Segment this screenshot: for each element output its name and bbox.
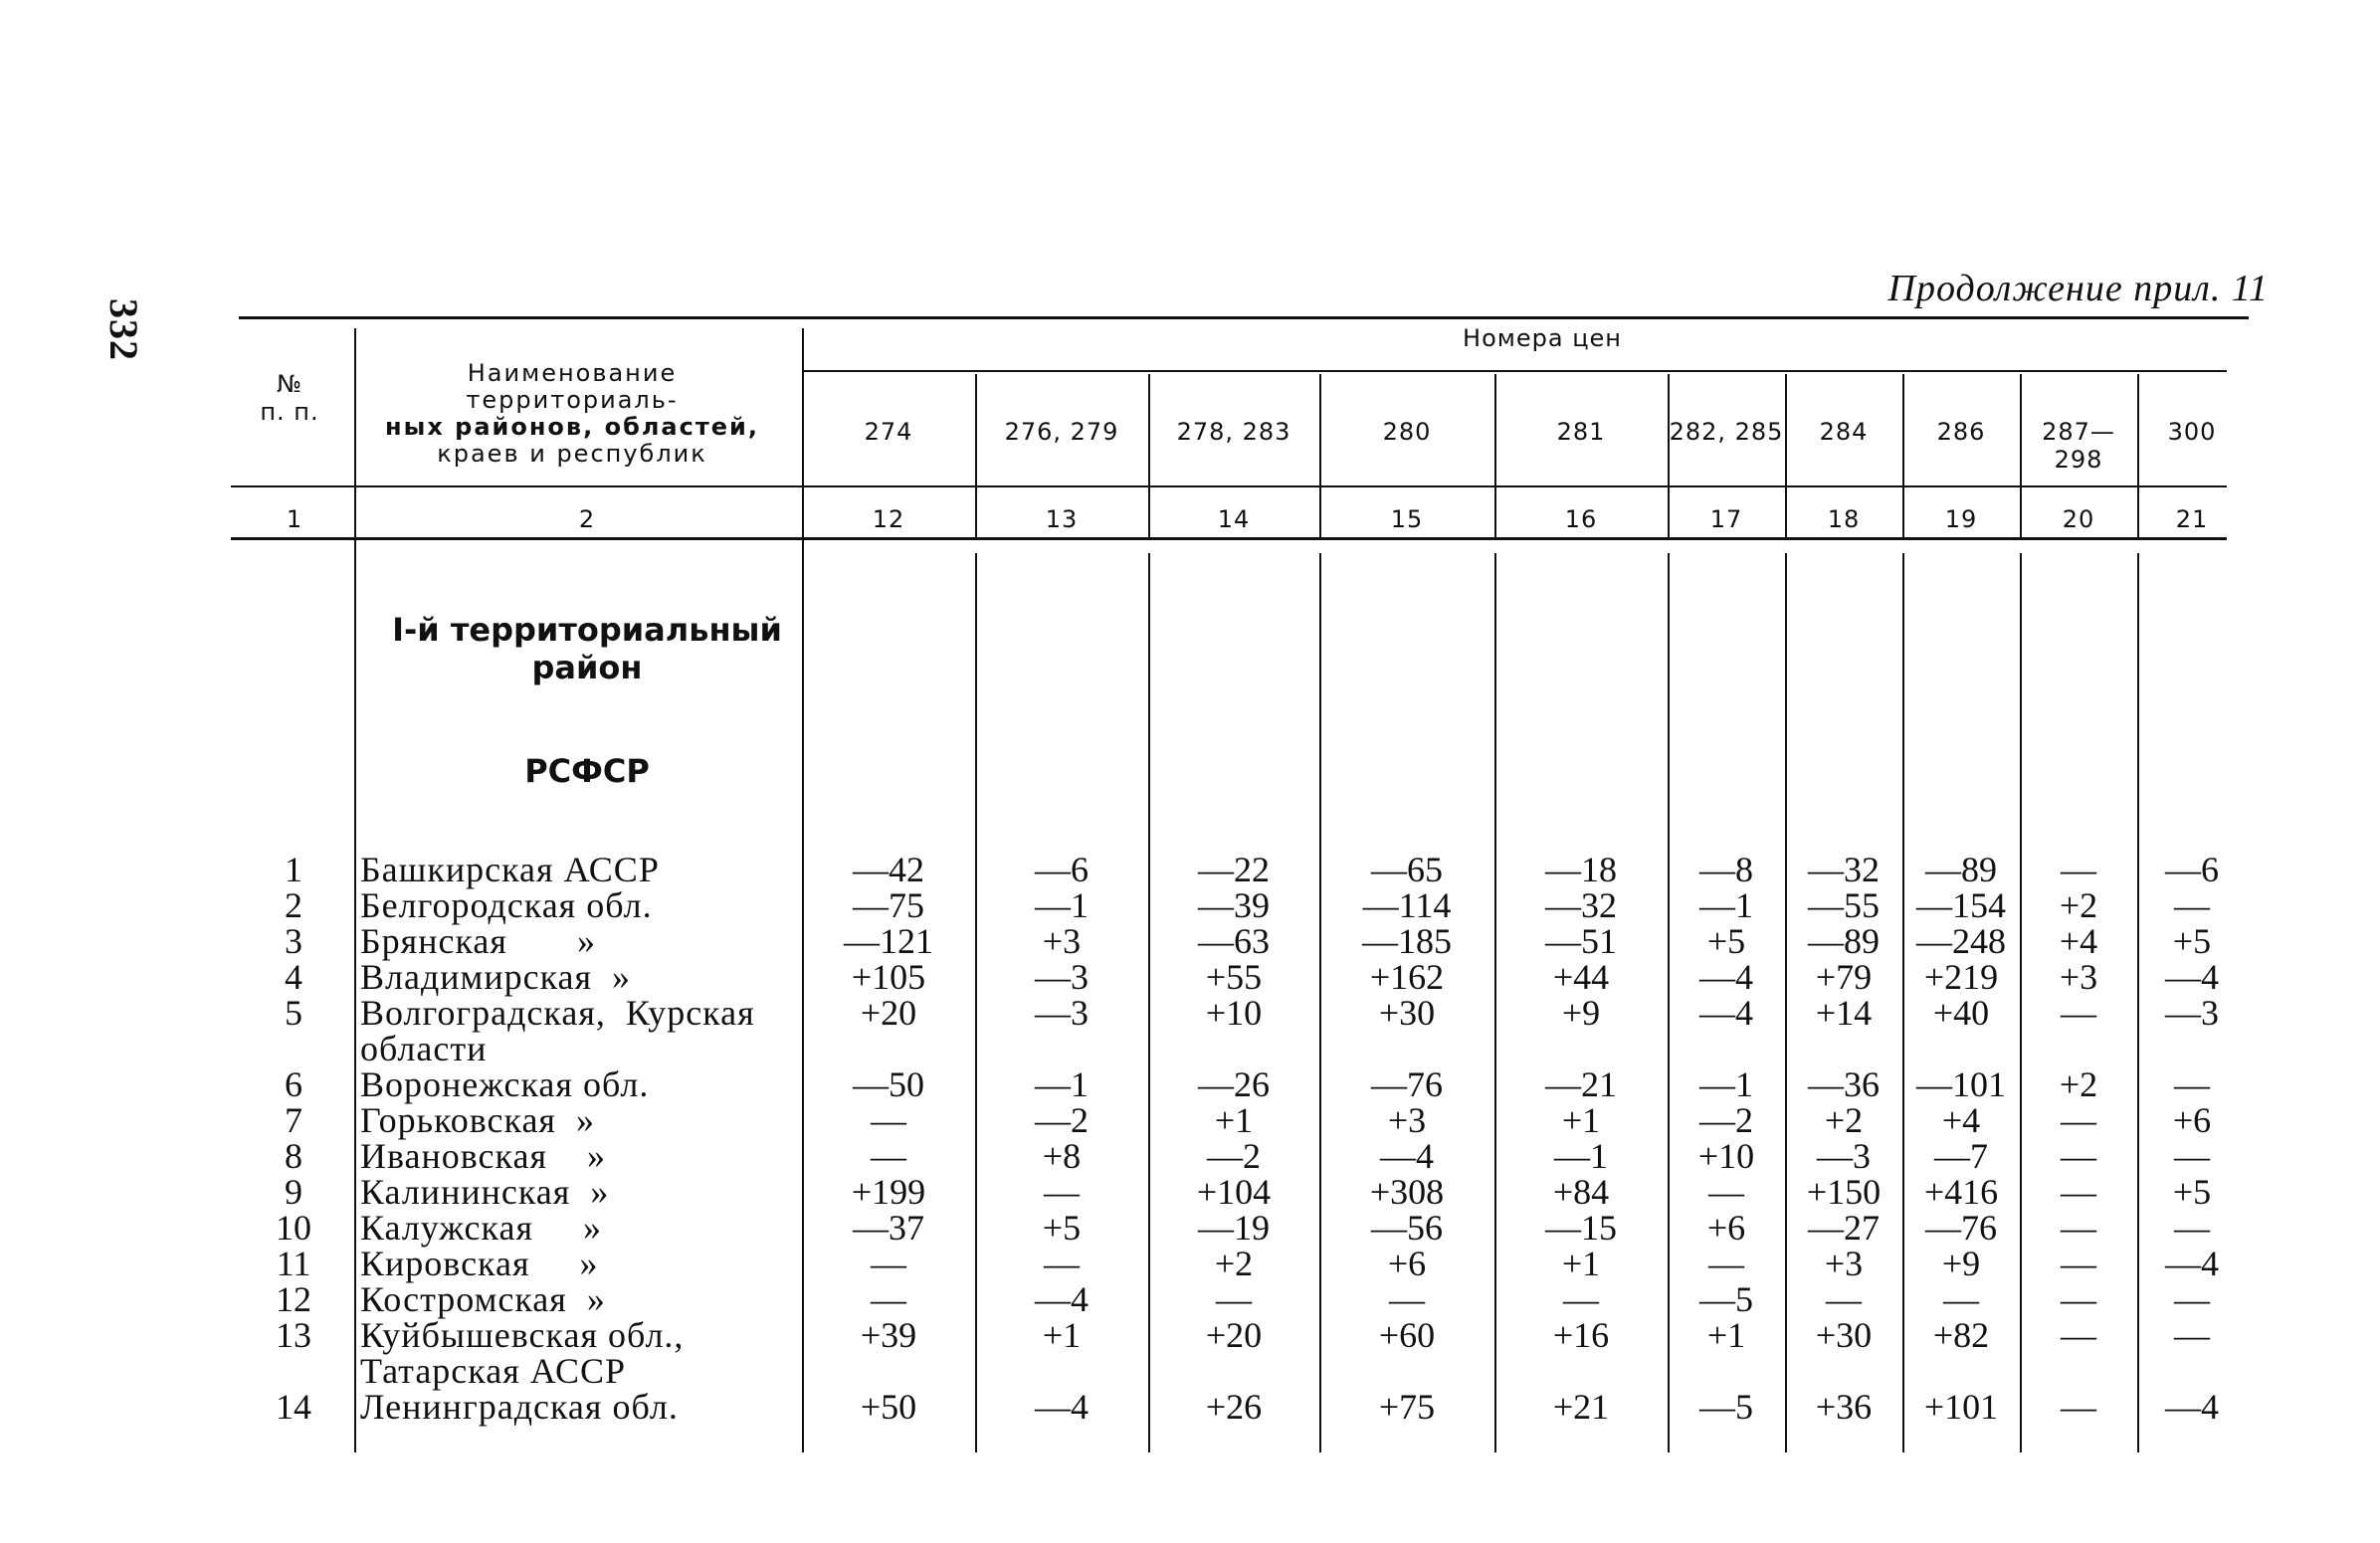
header-price-col: 282, 285 — [1669, 418, 1784, 446]
value-cell: +3 — [1042, 921, 1082, 961]
table-caption: Продолжение прил. 11 — [1887, 268, 2269, 309]
value-cell: —1 — [1699, 885, 1753, 925]
value-cell: —76 — [1925, 1208, 1997, 1248]
column-divider — [1319, 374, 1321, 537]
header-price-col: 276, 279 — [1004, 418, 1119, 446]
value-cell: —6 — [2165, 850, 2219, 889]
value-cell: —3 — [1035, 993, 1089, 1033]
price-group-rule — [802, 370, 2227, 372]
value-cell: +199 — [851, 1172, 926, 1212]
value-cell: +36 — [1815, 1387, 1873, 1427]
section-title: I-й территориальный район — [392, 611, 782, 686]
value-cell: —39 — [1198, 885, 1270, 925]
value-cell: — — [2061, 1244, 2096, 1283]
header-col-no: № п. п. — [260, 370, 319, 426]
table-row — [0, 887, 2380, 923]
row-number: 7 — [285, 1100, 302, 1140]
value-cell: — — [871, 1100, 906, 1140]
column-number: 15 — [1390, 505, 1424, 533]
value-cell: —63 — [1198, 921, 1270, 961]
row-name-line: области — [360, 1029, 488, 1068]
row-name-line: Куйбышевская обл., — [360, 1315, 685, 1355]
value-cell: —1 — [1554, 1136, 1608, 1176]
row-number: 5 — [285, 993, 302, 1033]
value-cell: +8 — [1042, 1136, 1082, 1176]
header-price-col: 300 — [2167, 418, 2217, 446]
value-cell: —248 — [1916, 921, 2006, 961]
top-rule — [239, 316, 2249, 319]
row-number: 6 — [285, 1064, 302, 1104]
value-cell: — — [1389, 1279, 1425, 1319]
value-cell: — — [2061, 1172, 2096, 1212]
value-cell: +101 — [1923, 1387, 1999, 1427]
value-cell: — — [2061, 850, 2096, 889]
value-cell: —6 — [1035, 850, 1089, 889]
header-price-group: Номера цен — [1463, 324, 1622, 352]
value-cell: —32 — [1808, 850, 1880, 889]
value-cell: —32 — [1545, 885, 1617, 925]
table-row — [0, 1315, 2380, 1391]
value-cell: —15 — [1545, 1208, 1617, 1248]
row-name — [360, 852, 798, 887]
header-col-name — [358, 360, 786, 468]
header-col-name-line3: краев и республик — [437, 440, 707, 468]
value-cell: +84 — [1552, 1172, 1610, 1212]
value-cell: —51 — [1545, 921, 1617, 961]
row-name — [360, 959, 798, 995]
value-cell: —1 — [1035, 885, 1089, 925]
value-cell: — — [2174, 1064, 2210, 1104]
table-row — [0, 1246, 2380, 1281]
value-cell: +3 — [2059, 957, 2098, 997]
row-name-line: Белгородская обл. — [360, 885, 653, 925]
header-col-name-line2: ных районов, областей, — [385, 413, 759, 441]
table-row — [0, 1138, 2380, 1174]
value-cell: +75 — [1378, 1387, 1436, 1427]
value-cell: +6 — [2172, 1100, 2212, 1140]
value-cell: —37 — [853, 1208, 924, 1248]
table-row — [0, 923, 2380, 959]
row-name-line: Горьковская » — [360, 1100, 595, 1140]
value-cell: —55 — [1808, 885, 1880, 925]
value-cell: +21 — [1552, 1387, 1610, 1427]
value-cell: — — [871, 1279, 906, 1319]
value-cell: +10 — [1205, 993, 1263, 1033]
value-cell: +3 — [1387, 1100, 1427, 1140]
row-name — [360, 1210, 798, 1246]
value-cell: +82 — [1932, 1315, 1990, 1355]
value-cell: — — [2174, 1208, 2210, 1248]
value-cell: —3 — [2165, 993, 2219, 1033]
row-number: 13 — [276, 1315, 311, 1355]
table-row — [0, 852, 2380, 887]
table-row — [0, 1102, 2380, 1138]
row-number: 2 — [285, 885, 302, 925]
row-name-line: Кировская » — [360, 1244, 599, 1283]
value-cell: —19 — [1198, 1208, 1270, 1248]
value-cell: —2 — [1207, 1136, 1261, 1176]
value-cell: —27 — [1808, 1208, 1880, 1248]
column-number: 2 — [578, 505, 596, 533]
value-cell: +219 — [1923, 957, 1999, 997]
value-cell: +20 — [860, 993, 917, 1033]
column-number: 12 — [872, 505, 905, 533]
value-cell: +2 — [1214, 1244, 1254, 1283]
table-row — [0, 993, 2380, 1068]
value-cell: — — [1563, 1279, 1599, 1319]
value-cell: +50 — [860, 1387, 917, 1427]
value-cell: +5 — [2172, 1172, 2212, 1212]
table-row — [0, 1066, 2380, 1102]
value-cell: +79 — [1815, 957, 1873, 997]
value-cell: +30 — [1815, 1315, 1873, 1355]
value-cell: — — [2174, 1279, 2210, 1319]
value-cell: —4 — [2165, 1244, 2219, 1283]
value-cell: — — [1044, 1172, 1080, 1212]
value-cell: —26 — [1198, 1064, 1270, 1104]
value-cell: +30 — [1378, 993, 1436, 1033]
value-cell: —4 — [1699, 957, 1753, 997]
row-number: 12 — [276, 1279, 311, 1319]
value-cell: +308 — [1369, 1172, 1445, 1212]
value-cell: —36 — [1808, 1064, 1880, 1104]
value-cell: +44 — [1552, 957, 1610, 997]
column-number: 13 — [1045, 505, 1079, 533]
value-cell: +5 — [1042, 1208, 1082, 1248]
row-name-line: Башкирская АССР — [360, 850, 660, 889]
value-cell: +55 — [1205, 957, 1263, 997]
value-cell: —2 — [1035, 1100, 1089, 1140]
page-number: 332 — [101, 298, 146, 361]
value-cell: — — [871, 1244, 906, 1283]
value-cell: —42 — [853, 850, 924, 889]
value-cell: —1 — [1699, 1064, 1753, 1104]
value-cell: +16 — [1552, 1315, 1610, 1355]
value-cell: +6 — [1706, 1208, 1746, 1248]
row-name-line: Костромская » — [360, 1279, 606, 1319]
value-cell: +9 — [1561, 993, 1601, 1033]
value-cell: — — [2174, 1315, 2210, 1355]
row-name-line: Ивановская » — [360, 1136, 607, 1176]
value-cell: —89 — [1808, 921, 1880, 961]
row-name-line: Брянская » — [360, 921, 596, 961]
column-number: 19 — [1944, 505, 1978, 533]
row-name — [360, 1174, 798, 1210]
value-cell: +20 — [1205, 1315, 1263, 1355]
row-name-line: Татарская АССР — [360, 1351, 627, 1391]
value-cell: —56 — [1371, 1208, 1443, 1248]
value-cell: +1 — [1214, 1100, 1254, 1140]
value-cell: +150 — [1806, 1172, 1882, 1212]
value-cell: +9 — [1941, 1244, 1981, 1283]
value-cell: — — [2174, 1136, 2210, 1176]
value-cell: — — [1943, 1279, 1979, 1319]
value-cell: — — [2061, 1208, 2096, 1248]
value-cell: +162 — [1369, 957, 1445, 997]
row-name-line: Владимирская » — [360, 957, 632, 997]
value-cell: —21 — [1545, 1064, 1617, 1104]
header-price-col: 287—298 — [2042, 418, 2115, 474]
row-name — [360, 923, 798, 959]
value-cell: — — [1826, 1279, 1862, 1319]
row-number: 4 — [285, 957, 302, 997]
value-cell: —114 — [1362, 885, 1452, 925]
value-cell: —5 — [1699, 1387, 1753, 1427]
value-cell: +1 — [1042, 1315, 1082, 1355]
value-cell: +1 — [1561, 1100, 1601, 1140]
row-name — [360, 1281, 798, 1317]
row-number: 8 — [285, 1136, 302, 1176]
header-col-name-line1: Наименование территориаль- — [466, 359, 679, 414]
value-cell: —121 — [844, 921, 933, 961]
row-name — [360, 995, 798, 1066]
value-cell: —5 — [1699, 1279, 1753, 1319]
value-cell: —18 — [1545, 850, 1617, 889]
value-cell: +6 — [1387, 1244, 1427, 1283]
value-cell: —1 — [1035, 1064, 1089, 1104]
header-price-col: 280 — [1382, 418, 1432, 446]
value-cell: —22 — [1198, 850, 1270, 889]
row-number: 1 — [285, 850, 302, 889]
column-number: 18 — [1827, 505, 1861, 533]
value-cell: +40 — [1932, 993, 1990, 1033]
column-number: 14 — [1217, 505, 1251, 533]
column-divider — [975, 374, 977, 537]
table-row — [0, 1389, 2380, 1425]
value-cell: +105 — [851, 957, 926, 997]
value-cell: +416 — [1923, 1172, 1999, 1212]
value-cell: —185 — [1362, 921, 1452, 961]
value-cell: +2 — [2059, 1064, 2098, 1104]
table-row — [0, 1210, 2380, 1246]
table-row — [0, 1174, 2380, 1210]
republic-title: РСФСР — [524, 752, 650, 790]
value-cell: +5 — [2172, 921, 2212, 961]
value-cell: — — [871, 1136, 906, 1176]
row-name-line: Ленинградская обл. — [360, 1387, 679, 1427]
value-cell: —4 — [1035, 1279, 1089, 1319]
row-name-line: Калининская » — [360, 1172, 610, 1212]
row-name-line: Воронежская обл. — [360, 1064, 650, 1104]
table-row — [0, 1281, 2380, 1317]
column-number: 1 — [286, 505, 303, 533]
row-name — [360, 1246, 798, 1281]
value-cell: —7 — [1934, 1136, 1988, 1176]
value-cell: +39 — [860, 1315, 917, 1355]
value-cell: — — [2061, 1136, 2096, 1176]
header-price-col: 286 — [1936, 418, 1986, 446]
row-name-line: Калужская » — [360, 1208, 603, 1248]
value-cell: —4 — [2165, 957, 2219, 997]
value-cell: — — [2061, 1315, 2096, 1355]
value-cell: — — [2061, 1387, 2096, 1427]
row-number: 9 — [285, 1172, 302, 1212]
table-row — [0, 959, 2380, 995]
column-number: 17 — [1709, 505, 1743, 533]
header-bottom-rule — [231, 485, 2227, 487]
row-name — [360, 887, 798, 923]
row-number: 11 — [276, 1244, 311, 1283]
value-cell: — — [2061, 993, 2096, 1033]
value-cell: —4 — [2165, 1387, 2219, 1427]
value-cell: —4 — [1035, 1387, 1089, 1427]
value-cell: — — [2061, 1279, 2096, 1319]
header-price-col: 284 — [1819, 418, 1869, 446]
value-cell: +2 — [1824, 1100, 1864, 1140]
column-number: 16 — [1564, 505, 1598, 533]
header-price-col: 278, 283 — [1176, 418, 1291, 446]
value-cell: —4 — [1699, 993, 1753, 1033]
value-cell: — — [1708, 1244, 1744, 1283]
header-price-col: 274 — [864, 418, 913, 446]
column-divider — [1148, 374, 1150, 537]
value-cell: —50 — [853, 1064, 924, 1104]
value-cell: —3 — [1817, 1136, 1871, 1176]
row-number: 14 — [276, 1387, 311, 1427]
value-cell: +5 — [1706, 921, 1746, 961]
value-cell: — — [2174, 885, 2210, 925]
value-cell: —154 — [1916, 885, 2006, 925]
value-cell: +14 — [1815, 993, 1873, 1033]
value-cell: +60 — [1378, 1315, 1436, 1355]
row-name-line: Волгоградская, Курская — [360, 993, 755, 1033]
value-cell: +3 — [1824, 1244, 1864, 1283]
value-cell: +104 — [1196, 1172, 1272, 1212]
value-cell: +26 — [1205, 1387, 1263, 1427]
colnum-bottom-rule — [231, 537, 2227, 540]
value-cell: —2 — [1699, 1100, 1753, 1140]
value-cell: —101 — [1916, 1064, 2006, 1104]
value-cell: — — [1708, 1172, 1744, 1212]
value-cell: +4 — [1941, 1100, 1981, 1140]
column-divider — [1494, 374, 1496, 537]
header-price-col: 281 — [1556, 418, 1606, 446]
row-name — [360, 1066, 798, 1102]
value-cell: —65 — [1371, 850, 1443, 889]
row-number: 3 — [285, 921, 302, 961]
row-name — [360, 1389, 798, 1425]
row-name — [360, 1102, 798, 1138]
value-cell: —4 — [1380, 1136, 1434, 1176]
row-name — [360, 1317, 798, 1389]
value-cell: +2 — [2059, 885, 2098, 925]
value-cell: —76 — [1371, 1064, 1443, 1104]
value-cell: +1 — [1561, 1244, 1601, 1283]
value-cell: —3 — [1035, 957, 1089, 997]
value-cell: —75 — [853, 885, 924, 925]
value-cell: +10 — [1697, 1136, 1755, 1176]
row-name — [360, 1138, 798, 1174]
value-cell: —89 — [1925, 850, 1997, 889]
value-cell: — — [2061, 1100, 2096, 1140]
value-cell: — — [1216, 1279, 1252, 1319]
value-cell: —8 — [1699, 850, 1753, 889]
value-cell: — — [1044, 1244, 1080, 1283]
column-number: 20 — [2062, 505, 2095, 533]
value-cell: +4 — [2059, 921, 2098, 961]
row-number: 10 — [276, 1208, 311, 1248]
value-cell: +1 — [1706, 1315, 1746, 1355]
column-number: 21 — [2175, 505, 2209, 533]
